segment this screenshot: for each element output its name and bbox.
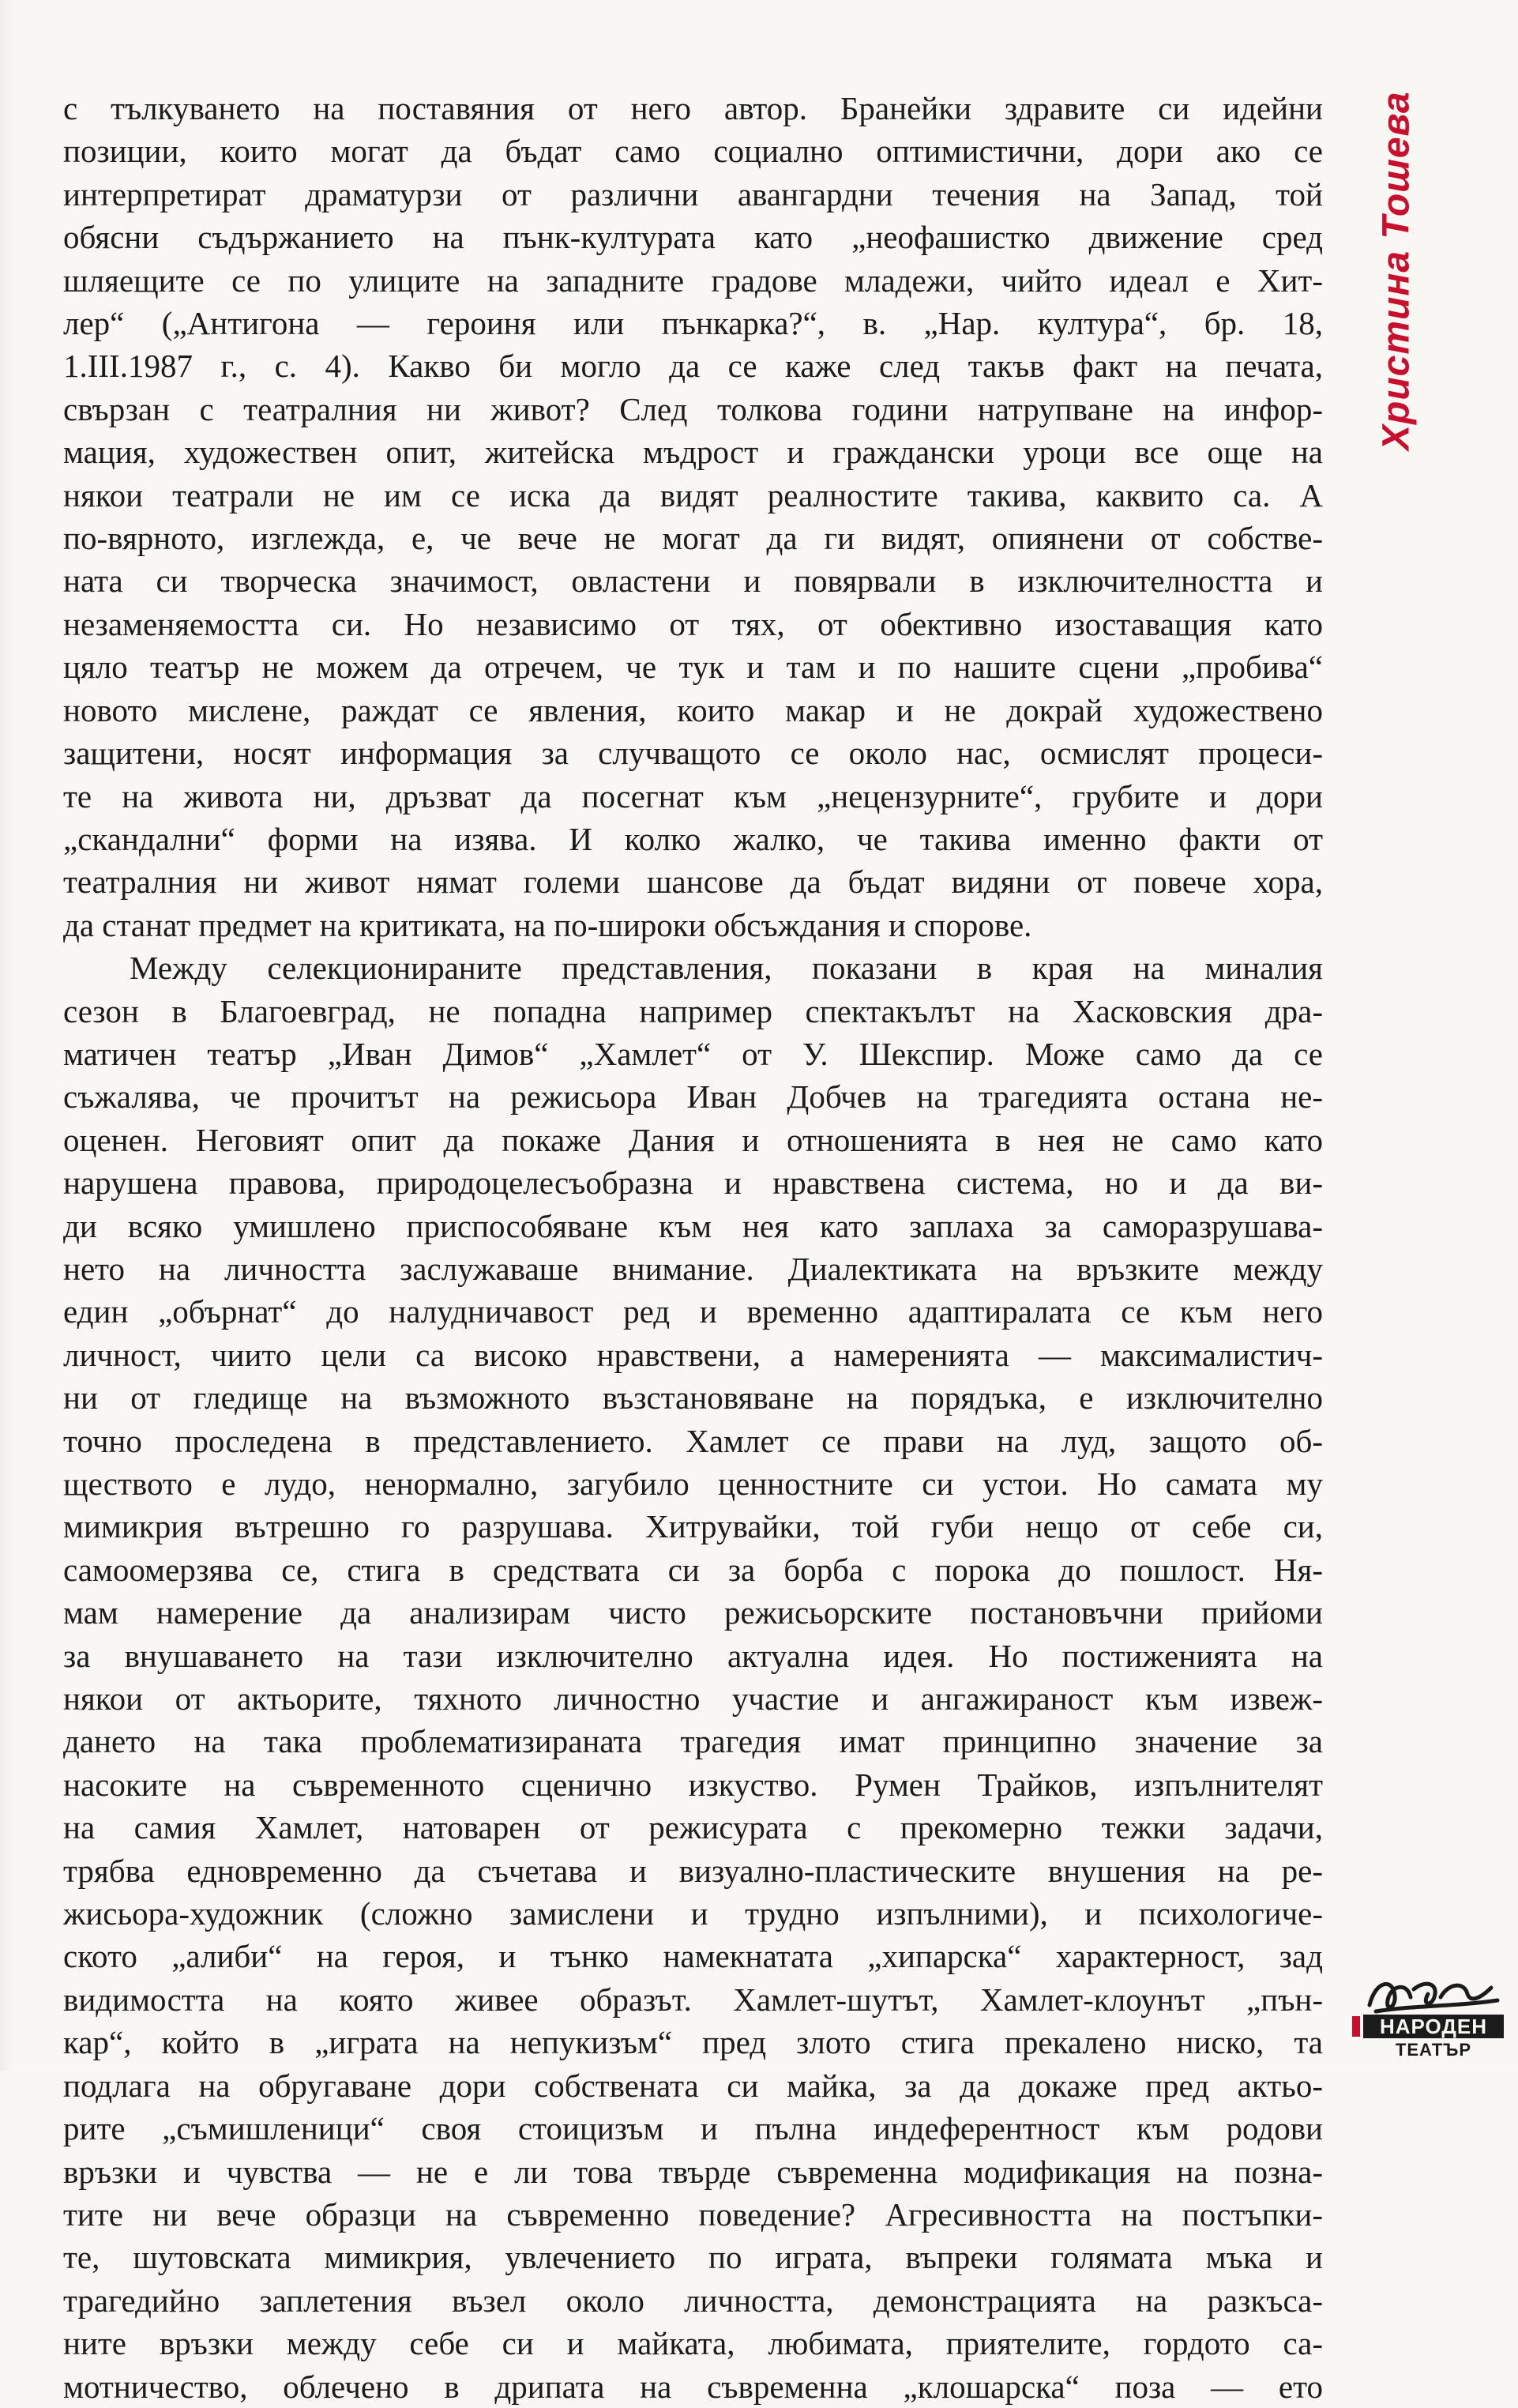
- logo-line1: НАРОДЕН: [1379, 2015, 1488, 2038]
- text-line: насоките на съвременното сценично изкуство. Румен Трайков, изпълнителят: [63, 1766, 1323, 1803]
- text-line: нарушена правова, природоцелесъобразна и нравствена система, но и да ви-: [63, 1164, 1323, 1202]
- text-line: точно проследена в представлението. Хамлет се прави на луд, защото об-: [63, 1422, 1323, 1459]
- text-line: шляещите се по улиците на западните градове младежи, чийто идеал е Хит-: [63, 261, 1323, 299]
- text-line: нето на личността заслужаваше внимание. Диалектиката на връзките между: [63, 1250, 1323, 1287]
- text-line: „скандални“ форми на изява. И колко жалко, че такива именно факти от: [63, 820, 1323, 857]
- text-line: те, шутовската мимикрия, увлечението по играта, въпреки голямата мъка и: [63, 2239, 1323, 2276]
- text-line: самоомерзява се, стига в средствата си за борба с порока до пошлост. Ня-: [63, 1551, 1323, 1588]
- text-line: видимостта на която живее образът. Хамлет-шутът, Хамлет-клоунът „пън-: [63, 1981, 1323, 2018]
- text-line: свързан с театралния ни живот? След толкова години натрупване на инфор-: [63, 390, 1323, 427]
- text-line: кар“, който в „играта на непукизъм“ пред злото стига прекалено ниско, та: [63, 2024, 1323, 2061]
- text-line: тите ни вече образци на съвременно поведение? Агресивността на постъпки-: [63, 2195, 1323, 2233]
- text-line: трагедийно заплетения възел около личността, демонстрацията на разкъса-: [63, 2282, 1323, 2319]
- author-name-vertical: Христина Тошева: [1375, 91, 1418, 450]
- logo-line2: ТЕАТЪР: [1395, 2040, 1472, 2060]
- text-line: 1.III.1987 г., с. 4). Какво би могло да се каже след такъв факт на печата,: [63, 348, 1323, 385]
- text-line: новото мислене, раждат се явления, които макар и не докрай художествено: [63, 691, 1323, 728]
- text-line: трябва едновременно да съчетава и визуално-пластическите внушения на ре-: [63, 1852, 1323, 1889]
- text-line: рите „съмишленици“ своя стоицизъм и пълна индеферентност към родови: [63, 2110, 1323, 2147]
- text-line: мотничество, облечено в дрипата на съвременна „клошарска“ поза — ето: [63, 2368, 1323, 2405]
- article-body: [63, 87, 1323, 2408]
- text-line: цяло театър не можем да отречем, че тук и там и по нашите сцени „пробива“: [63, 649, 1323, 686]
- text-line: по-вярното, изглежда, е, че вече не могат да ги видят, опиянени от собстве-: [63, 520, 1323, 557]
- text-line: да станат предмет на критиката, на по-широки обсъждания и спорове.: [63, 906, 1032, 943]
- text-line: някои от актьорите, тяхното личностно участие и ангажираност към извеж-: [63, 1680, 1323, 1718]
- text-line: дането на така проблематизираната трагедия имат принципно значение за: [63, 1723, 1323, 1760]
- text-line: те на живота ни, дръзват да посегнат към „нецензурните“, грубите и дори: [63, 777, 1323, 815]
- text-line: за внушаването на тази изключително актуална идея. Но постиженията на: [63, 1637, 1323, 1674]
- text-line: мимикрия вътрешно го разрушава. Хитрувайки, той губи нещо от себе си,: [63, 1508, 1323, 1545]
- text-line: обясни съдържанието на пънк-културата като „неофашистко движение сред: [63, 219, 1323, 256]
- text-line: ществото е лудо, ненормално, загубило ценностните си устои. Но самата му: [63, 1465, 1323, 1502]
- text-line: матичен театър „Иван Димов“ „Хамлет“ от У. Шекспир. Може само да се: [63, 1035, 1323, 1072]
- text-line: сезон в Благоевград, не попадна например спектакълът на Хасковския дра-: [63, 992, 1323, 1029]
- text-line: мам намерение да анализирам чисто режисьорските постановъчни прийоми: [63, 1594, 1323, 1631]
- text-line: интерпретират драматурзи от различни авангардни течения на Запад, той: [63, 175, 1323, 213]
- text-line: позиции, които могат да бъдат само социално оптимистични, дори ако се: [63, 133, 1323, 170]
- text-line: съжалява, че прочитът на режисьора Иван Добчев на трагедията остана не-: [63, 1078, 1323, 1116]
- text-line: лер“ („Антигона — героиня или пънкарка?“, в. „Нар. култура“, бр. 18,: [63, 305, 1323, 342]
- text-line: ди всяко умишлено приспособяване към нея като заплаха за саморазрушава-: [63, 1207, 1323, 1244]
- text-line: незаменяемостта си. Но независимо от тях, от обективно изоставащия като: [63, 605, 1323, 642]
- text-line: ните връзки между себе си и майката, любимата, приятелите, гордото са-: [63, 2325, 1323, 2362]
- text-line: ната си творческа значимост, овластени и повярвали в изключителността и: [63, 562, 1323, 600]
- text-line: мация, художествен опит, житейска мъдрост и граждански уроци все още на: [63, 434, 1323, 471]
- text-line: личност, чиито цели са високо нравствени, а намеренията — максималистич-: [63, 1336, 1323, 1373]
- text-line: жисьора-художник (сложно замислени и трудно изпълними), и психологиче-: [63, 1895, 1323, 1932]
- text-line: един „обърнат“ до налудничавост ред и временно адаптиралата се към него: [63, 1293, 1323, 1330]
- national-theatre-logo: [1352, 1973, 1510, 2062]
- text-line: Между селекционираните представления, показани в края на миналия: [130, 950, 1323, 987]
- text-line: с тълкуването на поставяния от него автор. Бранейки здравите си идейни: [63, 90, 1323, 126]
- text-line: на самия Хамлет, натоварен от режисурата с прекомерно тежки задачи,: [63, 1809, 1323, 1846]
- text-line: театралния ни живот нямат големи шансове да бъдат видяни от повече хора,: [63, 863, 1323, 901]
- text-line: връзки и чувства — не е ли това твърде съвременна модификация на позна-: [63, 2153, 1323, 2190]
- text-line: оценен. Неговият опит да покаже Дания и отношенията в нея не само като: [63, 1121, 1323, 1158]
- text-line: подлага на обругаване дори собствената си майка, за да докаже пред актьо-: [63, 2067, 1323, 2104]
- text-line: ското „алиби“ на героя, и тънко намекнатата „хипарска“ характерност, зад: [63, 1938, 1323, 1975]
- text-line: ни от гледище на възможното възстановяване на порядъка, е изключително: [63, 1379, 1323, 1417]
- text-line: някои театрали не им се иска да видят реалностите такива, каквито са. А: [63, 476, 1323, 514]
- text-line: защитени, носят информация за случващото се около нас, осмислят процеси-: [63, 735, 1323, 772]
- logo-signature-flourish: [1370, 1984, 1497, 2011]
